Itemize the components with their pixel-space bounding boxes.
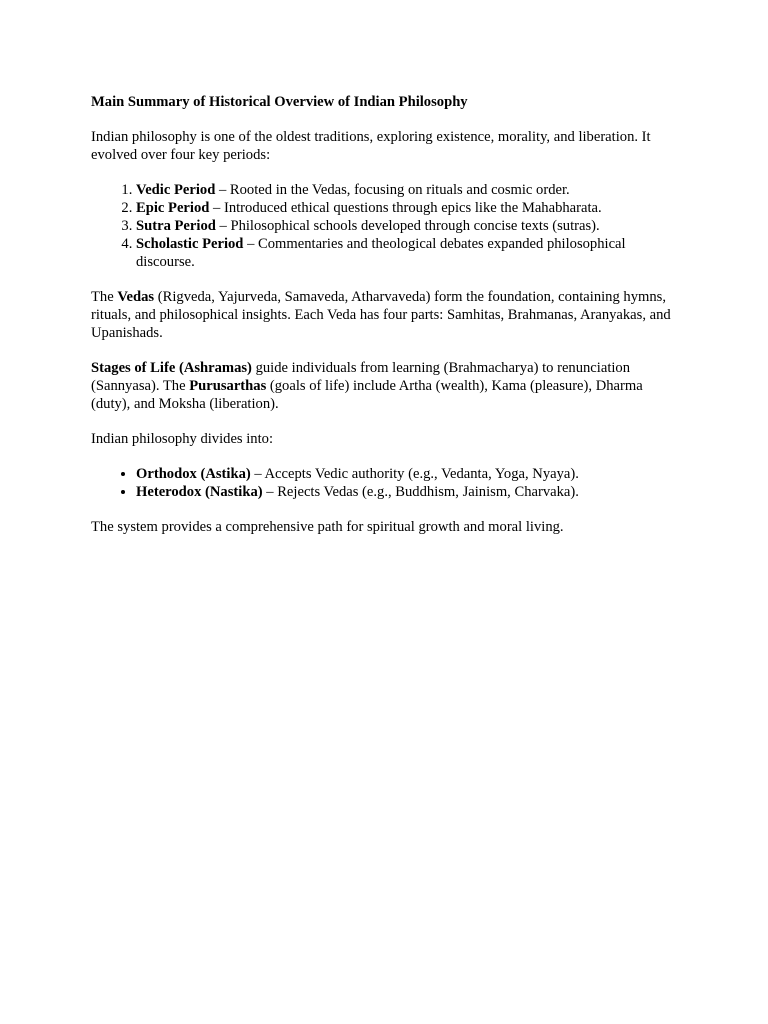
list-item bbox=[136, 483, 681, 501]
vedas-pre: The bbox=[91, 289, 118, 305]
purusarthas-term: Purusarthas bbox=[189, 378, 267, 394]
school-description: – Accepts Vedic authority (e.g., Vedanta, Yoga, Nyaya). bbox=[250, 466, 579, 482]
schools-list bbox=[91, 465, 681, 501]
period-description: – Introduced ethical questions through epics like the Mahabharata. bbox=[209, 200, 602, 216]
period-term: Sutra Period bbox=[136, 218, 216, 234]
document-title: Main Summary of Historical Overview of Indian Philosophy bbox=[91, 94, 468, 110]
conclusion-paragraph: The system provides a comprehensive path for spiritual growth and moral living. bbox=[91, 519, 564, 535]
stages-term: Stages of Life (Ashramas) bbox=[91, 360, 252, 376]
stages-paragraph bbox=[91, 359, 681, 413]
vedas-term: Vedas bbox=[117, 289, 155, 305]
school-description: – Rejects Vedas (e.g., Buddhism, Jainism, Charvaka). bbox=[262, 484, 579, 500]
document-body bbox=[91, 93, 681, 553]
list-item bbox=[136, 235, 681, 271]
school-term: Orthodox (Astika) bbox=[136, 466, 251, 482]
period-term: Scholastic Period bbox=[136, 236, 244, 252]
list-item bbox=[136, 465, 681, 483]
list-item bbox=[136, 181, 681, 199]
list-item bbox=[136, 199, 681, 217]
period-term: Vedic Period bbox=[136, 182, 216, 198]
period-term: Epic Period bbox=[136, 200, 210, 216]
stages-post: (goals of life) include Artha (wealth), Kama (pleasure), Dharma (duty), and Moksha (liberation). bbox=[91, 378, 643, 412]
intro-paragraph: Indian philosophy is one of the oldest traditions, exploring existence, morality, and liberation. It evolved over four key periods: bbox=[91, 129, 651, 163]
period-description: – Rooted in the Vedas, focusing on rituals and cosmic order. bbox=[215, 182, 570, 198]
school-term: Heterodox (Nastika) bbox=[136, 484, 263, 500]
divides-paragraph: Indian philosophy divides into: bbox=[91, 431, 274, 447]
periods-list bbox=[91, 181, 681, 271]
period-description: – Commentaries and theological debates expanded philosophical discourse. bbox=[136, 236, 626, 270]
vedas-paragraph bbox=[91, 288, 681, 342]
period-description: – Philosophical schools developed through concise texts (sutras). bbox=[215, 218, 600, 234]
stages-mid: guide individuals from learning (Brahmacharya) to renunciation (Sannyasa). The bbox=[91, 360, 631, 394]
vedas-post: (Rigveda, Yajurveda, Samaveda, Atharvaveda) form the foundation, containing hymns, rituals, and philosophical insights. Each Veda has four parts: Samhitas, Brahmanas, Aranyakas, and Upanishads. bbox=[91, 289, 671, 341]
list-item bbox=[136, 217, 681, 235]
